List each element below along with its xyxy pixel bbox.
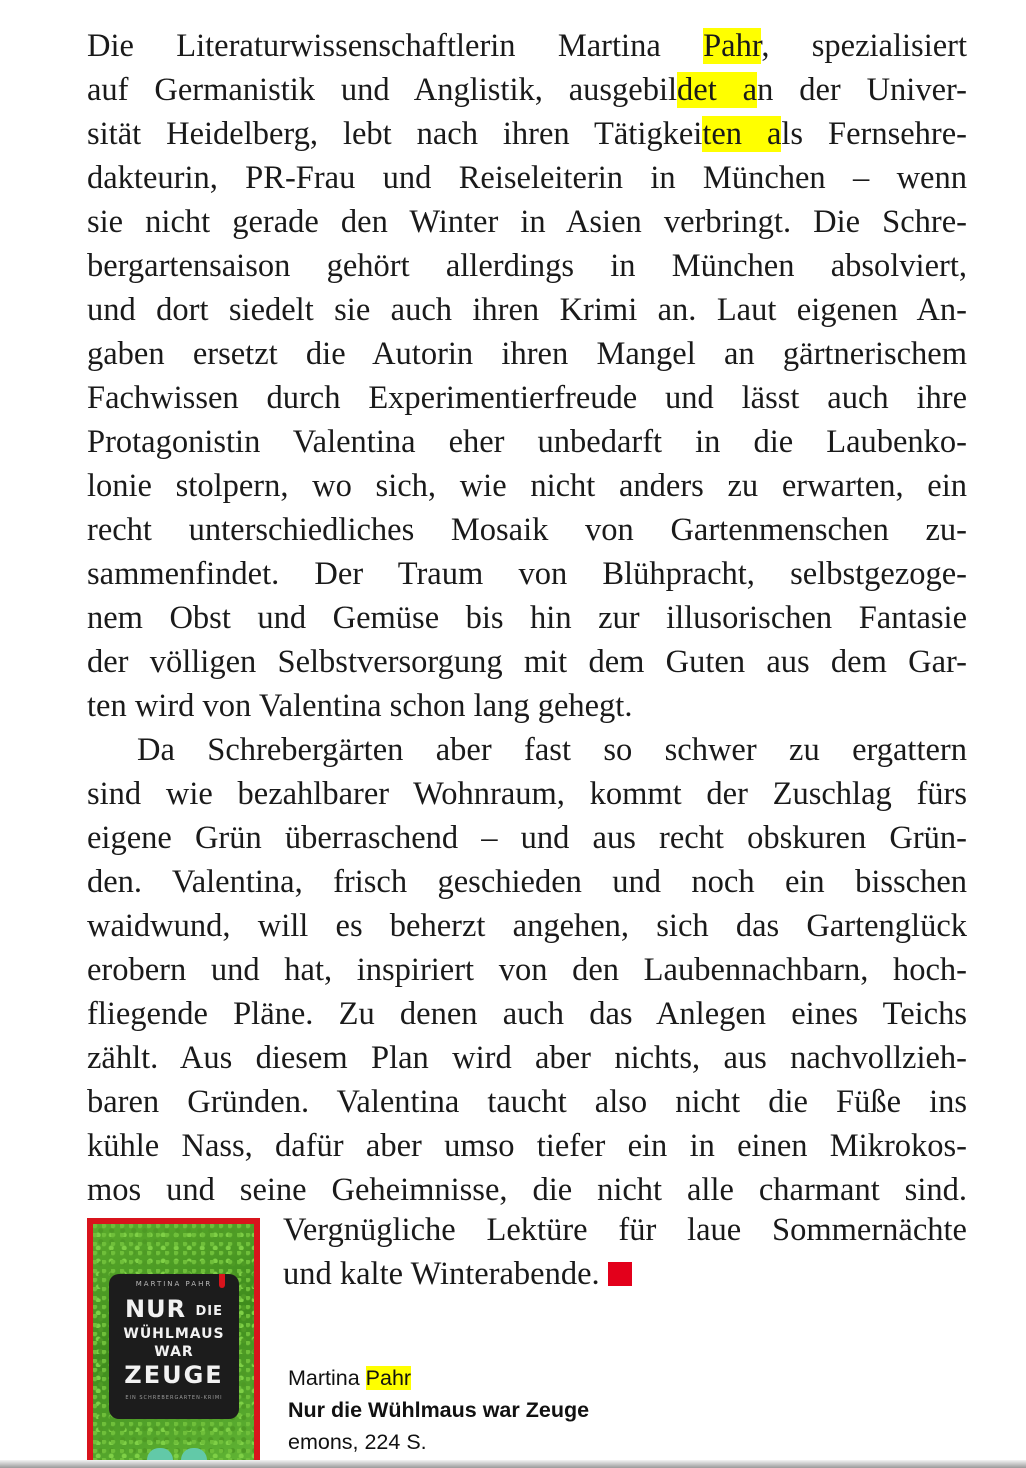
text-highlight[interactable]: ten a (702, 116, 782, 152)
text-line: nem Obst und Gemüse bis hin zur illusorischen Fantasie (87, 600, 967, 636)
text-line: eigene Grün überraschend – und aus recht obskuren Grün- (87, 820, 967, 856)
text-line: der völligen Selbstversorgung mit dem Guten aus dem Gar- (87, 644, 967, 680)
text-line: auf Germanistik und Anglistik, ausgebildet an der Univer- (87, 72, 967, 108)
text-line: baren Gründen. Valentina taucht also nicht die Füße ins (87, 1084, 967, 1120)
text-highlight[interactable]: det a (677, 72, 758, 108)
text-line: sität Heidelberg, lebt nach ihren Tätigkeiten als Fernsehre- (87, 116, 967, 152)
text-line: Da Schrebergärten aber fast so schwer zu ergattern (137, 732, 967, 768)
text-line: fliegende Pläne. Zu denen auch das Anlegen eines Teichs (87, 996, 967, 1032)
paragraph-2-ending (283, 1208, 967, 1296)
book-publisher: emons, 224 S. (288, 1430, 427, 1454)
highlighted-word[interactable]: Pahr (365, 1366, 412, 1390)
cover-title-line-2: WÜHLMAUS (123, 1326, 225, 1342)
text-line: Vergnügliche Lektüre für laue Sommernächte (283, 1212, 967, 1248)
cover-title-sign (109, 1274, 239, 1419)
page-bottom-edge (0, 1460, 1026, 1468)
cover-grass-background (93, 1224, 254, 1468)
text-line: sind wie bezahlbarer Wohnraum, kommt der Zuschlag fürs (87, 776, 967, 812)
text-line: recht unterschiedliches Mosaik von Gartenmenschen zu- (87, 512, 967, 548)
text-line: Fachwissen durch Experimentierfreude und lässt auch ihre (87, 380, 967, 416)
cover-title-line-1: NUR DIE (125, 1295, 223, 1323)
text-line: erobern und hat, inspiriert von den Laubennachbarn, hoch- (87, 952, 967, 988)
blood-drip-icon (219, 1274, 225, 1288)
end-mark-icon (608, 1262, 632, 1286)
text-line: bergartensaison gehört allerdings in München absolviert, (87, 248, 967, 284)
text-line: gaben ersetzt die Autorin ihren Mangel an gärtnerischem (87, 336, 967, 372)
paragraph-1 (87, 24, 967, 728)
text-line: lonie stolpern, wo sich, wie nicht anders zu erwarten, ein (87, 468, 967, 504)
text-line: kühle Nass, dafür aber umso tiefer ein in einen Mikrokos- (87, 1128, 967, 1164)
text-line: den. Valentina, frisch geschieden und noch ein bisschen (87, 864, 967, 900)
text-line: Die Literaturwissenschaftlerin Martina Pahr, spezialisiert (87, 28, 967, 64)
text-line: sie nicht gerade den Winter in Asien verbringt. Die Schre- (87, 204, 967, 240)
text-line: mos und seine Geheimnisse, die nicht alle charmant sind. (87, 1172, 967, 1208)
article-body (87, 24, 967, 1212)
cover-title-line-3: WAR (154, 1344, 194, 1360)
text-line: ten wird von Valentina schon lang gehegt. (87, 688, 633, 724)
text-line: und dort siedelt sie auch ihren Krimi an. Laut eigenen An- (87, 292, 967, 328)
cover-title-line-4: ZEUGE (124, 1361, 224, 1389)
text-line: dakteurin, PR-Frau und Reiseleiterin in München – wenn (87, 160, 967, 196)
text-line: waidwund, will es beherzt angehen, sich das Gartenglück (87, 908, 967, 944)
book-author: Martina Pahr (288, 1366, 412, 1390)
cover-subtitle: EIN SCHREBERGARTEN-KRIMI (125, 1395, 223, 1401)
text-line: sammenfindet. Der Traum von Blühpracht, selbstgezoge- (87, 556, 967, 592)
paragraph-2 (87, 728, 967, 1212)
book-title: Nur die Wühlmaus war Zeuge (288, 1398, 590, 1422)
cover-author: MARTINA PAHR (135, 1280, 213, 1288)
text-line: und kalte Winterabende. (283, 1252, 967, 1296)
text-line: Protagonistin Valentina eher unbedarft in die Laubenko- (87, 424, 967, 460)
highlighted-word[interactable]: Pahr (703, 28, 762, 64)
text-line: zählt. Aus diesem Plan wird aber nichts, aus nachvollzieh- (87, 1040, 967, 1076)
book-cover[interactable] (87, 1218, 260, 1468)
book-info (288, 1362, 589, 1458)
